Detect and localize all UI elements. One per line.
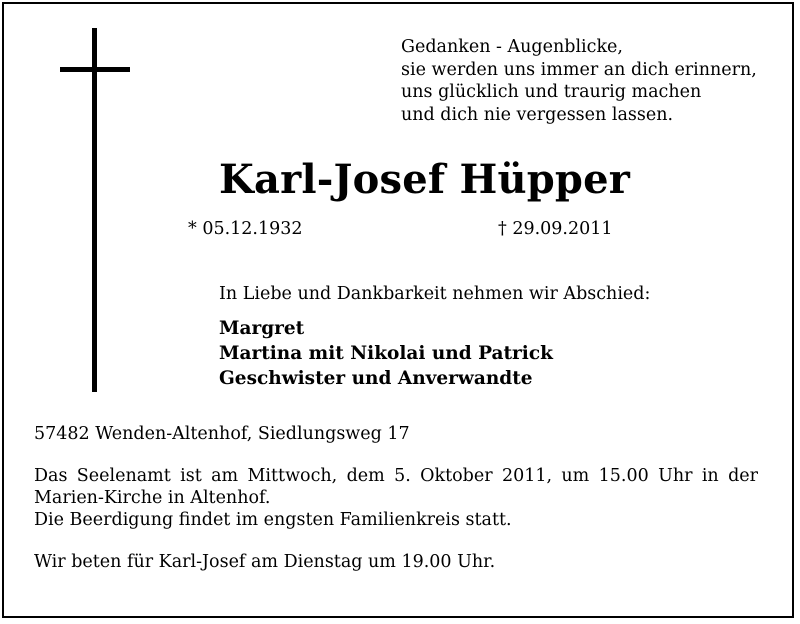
service-line: Das Seelenamt ist am Mittwoch, dem 5. Oktober 2011, um 15.00 Uhr in der [34,466,758,486]
poem-line: und dich nie vergessen lassen. [401,104,674,125]
service-line: Die Beerdigung findet im engsten Familienkreis statt. [34,510,512,530]
poem-line: Gedanken - Augenblicke, [401,37,623,57]
mourners-list [219,316,553,391]
birth-date: * 05.12.1932 [188,219,303,239]
death-date: † 29.09.2011 [498,219,613,239]
poem-line: uns glücklich und traurig machen [401,82,702,102]
mourner-name: Geschwister und Anverwandte [219,368,533,389]
poem-line: sie werden uns immer an dich erinnern, [401,59,757,80]
prayer-info: Wir beten für Karl-Josef am Dienstag um 19.00 Uhr. [34,552,496,572]
service-line: Marien-Kirche in Altenhof. [34,488,271,508]
mourner-name: Margret [219,318,305,339]
cross-icon-bar [60,67,130,72]
deceased-name: Karl-Josef Hüpper [219,156,630,203]
address: 57482 Wenden-Altenhof, Siedlungsweg 17 [34,424,410,444]
mourner-name: Martina mit Nikolai und Patrick [219,343,553,364]
poem [401,36,757,126]
farewell-text: In Liebe und Dankbarkeit nehmen wir Abschied: [219,284,651,304]
cross-icon [92,28,97,392]
service-info [34,465,758,531]
